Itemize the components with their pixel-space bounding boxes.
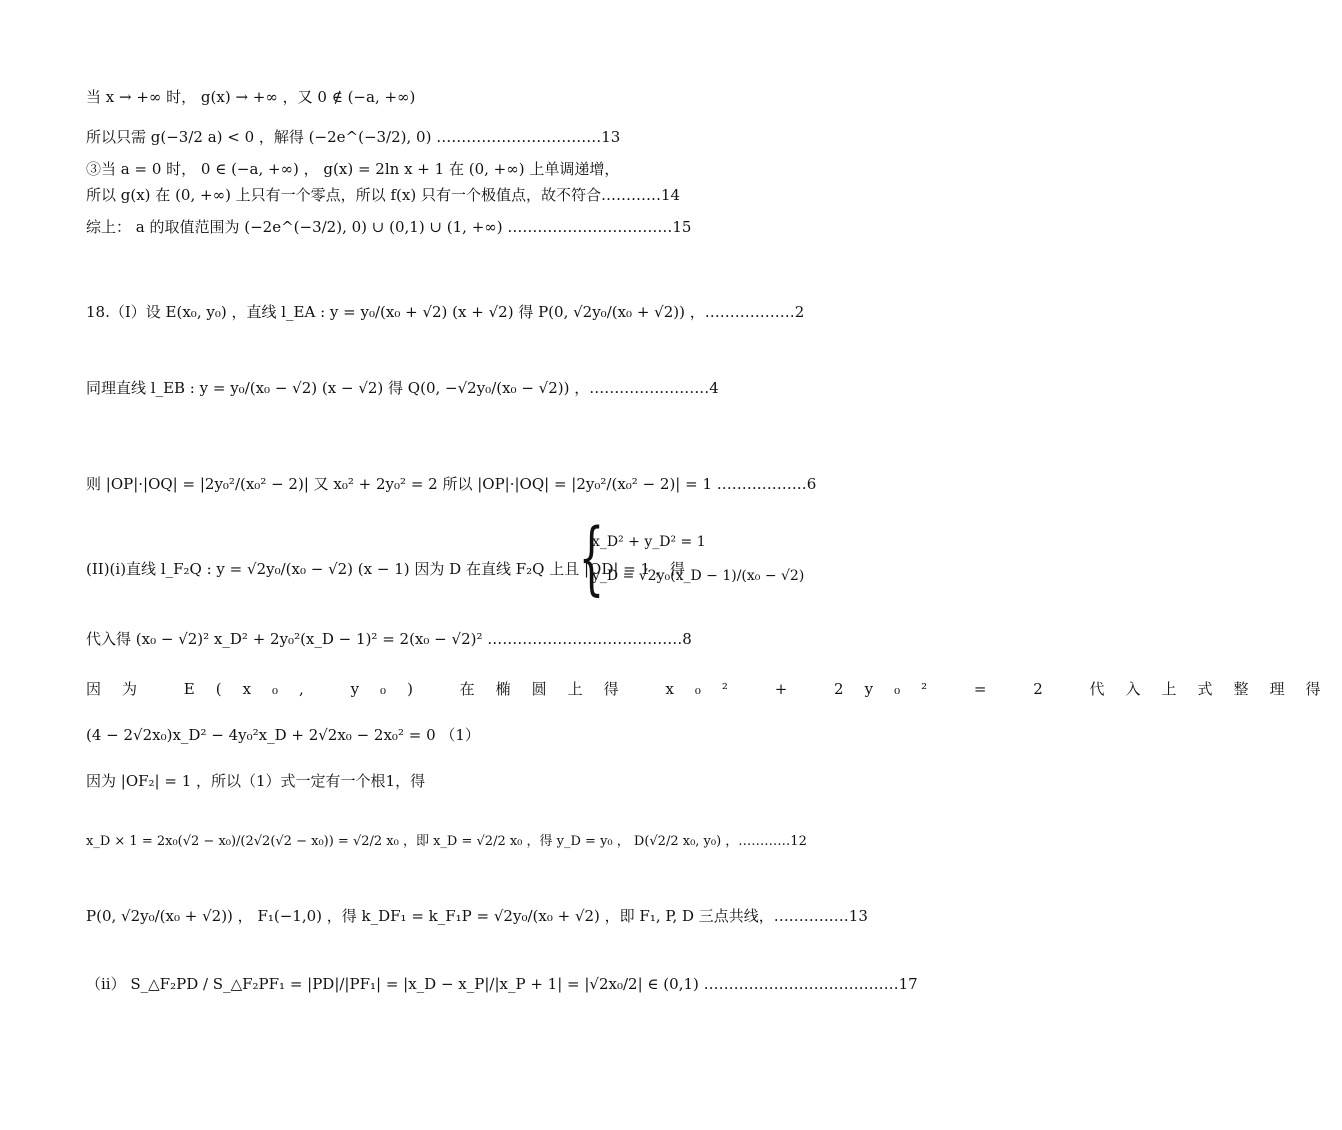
text-line: 综上： a 的取值范围为 (−2e^(−3/2), 0) ∪ (0,1) ∪ (1, +∞) ……………………………15 bbox=[86, 218, 692, 236]
equation-system-line: y_D = √2y₀(x_D − 1)/(x₀ − √2) bbox=[592, 568, 805, 584]
equation-system-line: x_D² + y_D² = 1 bbox=[592, 534, 706, 550]
text-line: （ii） S_△F₂PD / S_△F₂PF₁ = |PD|/|PF₁| = |x_D − x_P|/|x_P + 1| = |√2x₀/2| ∈ (0,1) …………………………………17 bbox=[86, 975, 918, 993]
text-line: 18.（I）设 E(x₀, y₀) ，直线 l_EA : y = y₀/(x₀ + √2) (x + √2) 得 P(0, √2y₀/(x₀ + √2)) ，………………2 bbox=[86, 303, 805, 321]
text-line: 代入得 (x₀ − √2)² x_D² + 2y₀²(x_D − 1)² = 2(x₀ − √2)² …………………………………8 bbox=[86, 630, 692, 648]
text-line: 当 x → +∞ 时， g(x) → +∞ ，又 0 ∉ (−a, +∞) bbox=[86, 88, 416, 106]
text-line: P(0, √2y₀/(x₀ + √2)) ， F₁(−1,0) ，得 k_DF₁ = k_F₁P = √2y₀/(x₀ + √2) ，即 F₁, P, D 三点共线，……………13 bbox=[86, 907, 868, 925]
text-line: 则 |OP|·|OQ| = |2y₀²/(x₀² − 2)| 又 x₀² + 2y₀² = 2 所以 |OP|·|OQ| = |2y₀²/(x₀² − 2)| = 1 ………………6 bbox=[86, 475, 817, 493]
text-line: x_D × 1 = 2x₀(√2 − x₀)/(2√2(√2 − x₀)) = √2/2 x₀ ，即 x_D = √2/2 x₀ ，得 y_D = y₀ ， D(√2/2 x₀, y₀) ，…………12 bbox=[86, 834, 807, 849]
text-line: 同理直线 l_EB : y = y₀/(x₀ − √2) (x − √2) 得 Q(0, −√2y₀/(x₀ − √2)) ，……………………4 bbox=[86, 379, 719, 397]
text-line: (II)(i)直线 l_F₂Q : y = √2y₀/(x₀ − √2) (x − 1) 因为 D 在直线 F₂Q 上且 |OD| = 1 ，得 bbox=[86, 560, 685, 578]
text-line: 所以只需 g(−3/2 a) < 0 ，解得 (−2e^(−3/2), 0) ……………………………13 bbox=[86, 128, 621, 146]
text-line: ③当 a = 0 时， 0 ∈ (−a, +∞) ， g(x) = 2ln x + 1 在 (0, +∞) 上单调递增， bbox=[86, 160, 620, 178]
text-line: 因为 E(x₀, y₀) 在椭圆上得 x₀² + 2y₀² = 2 代入上式整理得 bbox=[86, 680, 1342, 698]
text-line: 因为 |OF₂| = 1 ，所以（1）式一定有一个根1，得 bbox=[86, 772, 426, 790]
brace: { bbox=[578, 511, 605, 604]
text-line: 所以 g(x) 在 (0, +∞) 上只有一个零点，所以 f(x) 只有一个极值点，故不符合…………14 bbox=[86, 186, 681, 204]
text-line: (4 − 2√2x₀)x_D² − 4y₀²x_D + 2√2x₀ − 2x₀² = 0 （1） bbox=[86, 726, 480, 744]
